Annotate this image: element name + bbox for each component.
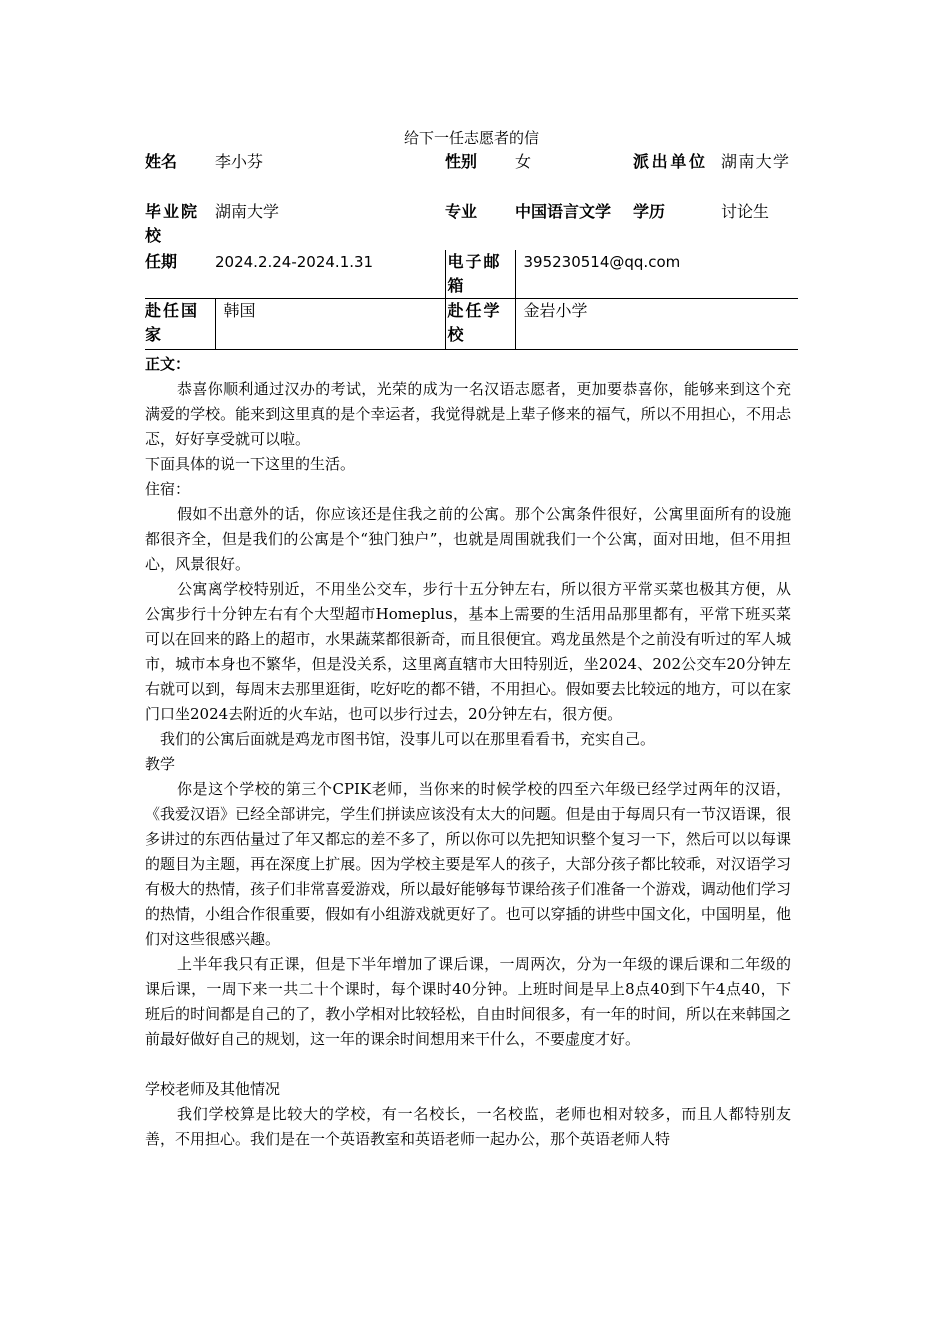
degree-value: 讨论生 <box>721 202 770 221</box>
info-table <box>145 150 798 350</box>
degree-label: 学历 <box>633 202 666 221</box>
paragraph-school-1: 我们学校算是比较大的学校，有一名校长，一名校监，老师也相对较多，而且人都特别友善，不用担心。我们是在一个英语教室和英语老师一起办公，那个英语老师人特 <box>145 1105 791 1148</box>
section-teaching-heading: 教学 <box>145 755 176 773</box>
body-heading: 正文： <box>145 355 191 373</box>
section-housing-heading: 住宿： <box>145 480 191 498</box>
paragraph-housing-2: 公寓离学校特别近，不用坐公交车，步行十五分钟左右，所以很方平常买菜也极其方便，从公寓步行十分钟左右有个大型超市Homeplus，基本上需要的生活用品那里都有，平常下班买菜可以在回来的路上的超市，水果蔬菜都很新奇，而且很便宜。鸡龙虽然是个之前没有听过的军人城市，城市本身也不繁华，但是没关系，这里离直辖市大田特别近，坐2024、202公交车20分钟左右就可以到，每周末去那里逛街，吃好吃的都不错，不用担心。假如要去比较远的地方，可以在家门口坐2024去附近的火车站，也可以步行过去，20分钟左右，很方便。 <box>145 580 791 723</box>
school-label: 毕业院校 <box>145 202 197 245</box>
name-label: 姓名 <box>145 152 178 171</box>
post-school-value: 金岩小学 <box>515 299 798 350</box>
paragraph-housing-1: 假如不出意外的话，你应该还是住我之前的公寓。那个公寓条件很好，公寓里面所有的设施都很齐全，但是我们的公寓是个“独门独户”，也就是周围就我们一个公寓，面对田地，但不用担心，风景很好。 <box>145 505 791 573</box>
country-label: 赴任国家 <box>145 299 215 350</box>
country-value: 韩国 <box>215 299 445 350</box>
section-school-heading: 学校老师及其他情况 <box>145 1080 281 1098</box>
school-value: 湖南大学 <box>215 202 280 221</box>
post-school-label: 赴任学校 <box>445 299 515 350</box>
term-value: 2024.2.24-2024.1.31 <box>215 253 374 271</box>
unit-label: 派出单位 <box>633 152 705 171</box>
letter-body <box>145 352 791 1152</box>
paragraph-intro: 恭喜你顺利通过汉办的考试，光荣的成为一名汉语志愿者，更加要恭喜你，能够来到这个充满爱的学校。能来到这里真的是个幸运者，我觉得就是上辈子修来的福气，所以不用担心，不用忐忑，好好享受就可以啦。 <box>145 380 791 448</box>
paragraph-lead: 下面具体的说一下这里的生活。 <box>145 455 356 473</box>
unit-value: 湖南大学 <box>721 152 789 171</box>
email-label: 电子邮箱 <box>445 250 515 299</box>
name-value: 李小芬 <box>215 152 264 171</box>
term-label: 任期 <box>145 252 178 271</box>
major-value: 中国语言文学 <box>515 202 612 221</box>
paragraph-housing-3: 我们的公寓后面就是鸡龙市图书馆，没事儿可以在那里看看书，充实自己。 <box>160 730 656 748</box>
gender-value: 女 <box>515 152 532 171</box>
paragraph-teaching-2: 上半年我只有正课，但是下半年增加了课后课，一周两次，分为一年级的课后课和二年级的课后课，一周下来一共二十个课时，每个课时40分钟。上班时间是早上8点40到下午4点40，下班后的时间都是自己的了，教小学相对比较轻松，自由时间很多，有一年的时间，所以在来韩国之前最好做好自己的规划，这一年的课余时间想用来干什么，不要虚度才好。 <box>145 955 791 1048</box>
paragraph-teaching-1: 你是这个学校的第三个CPIK老师，当你来的时候学校的四至六年级已经学过两年的汉语，《我爱汉语》已经全部讲完，学生们拼读应该没有太大的问题。但是由于每周只有一节汉语课，很多讲过的东西估量过了年又都忘的差不多了，所以你可以先把知识整个复习一下，然后可以以每课的题目为主题，再在深度上扩展。因为学校主要是军人的孩子，大部分孩子都比较乖，对汉语学习有极大的热情，孩子们非常喜爱游戏，所以最好能够每节课给孩子们准备一个游戏，调动他们学习的热情，小组合作很重要，假如有小组游戏就更好了。也可以穿插的讲些中国文化，中国明星，他们对这些很感兴趣。 <box>145 780 791 948</box>
major-label: 专业 <box>445 202 478 221</box>
gender-label: 性别 <box>445 152 478 171</box>
email-value: 395230514@qq.com <box>515 250 798 299</box>
document-title: 给下一任志愿者的信 <box>403 129 539 147</box>
